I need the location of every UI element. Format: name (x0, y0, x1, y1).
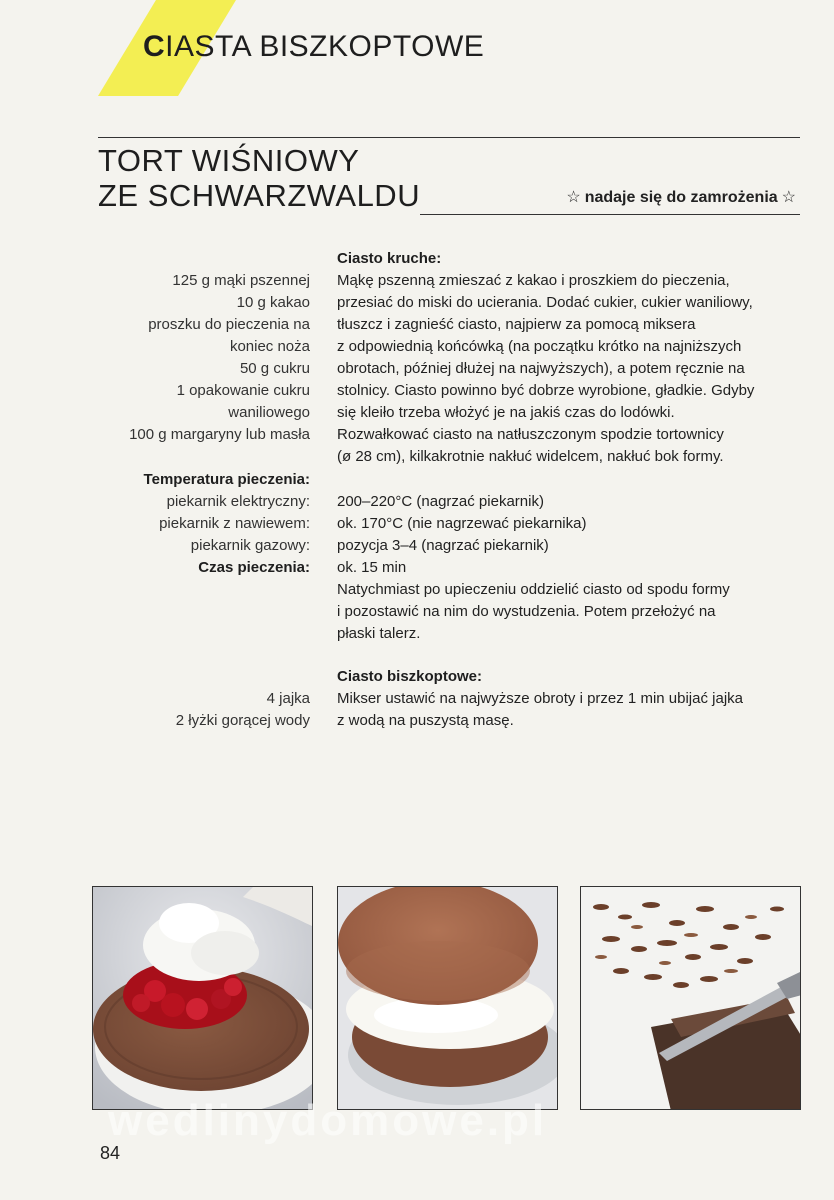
ingredient-item: 4 jajka (266, 690, 310, 707)
recipe-title (98, 143, 420, 213)
method-line: przesiać do miski do ucierania. Dodać cukier, cukier waniliowy, (337, 294, 753, 311)
freeze-note (562, 187, 800, 207)
star-icon: ☆ (566, 189, 581, 206)
section-title-initial: C (143, 30, 166, 63)
temperature-heading: Temperatura pieczenia: (143, 471, 310, 488)
method-line: obrotach, później dłużej na najwyższych), a potem ręcznie na (337, 360, 745, 377)
method-line: i pozostawić na nim do wystudzenia. Potem przełożyć na (337, 603, 716, 620)
gas-oven-label: piekarnik gazowy: (190, 537, 310, 554)
ingredient-item: waniliowego (228, 404, 310, 421)
method-line: Natychmiast po upieczeniu oddzielić ciasto od spodu formy (337, 581, 730, 598)
photo-cherries-and-cream (92, 886, 313, 1110)
electric-oven-value: 200–220°C (nagrzać piekarnik) (337, 493, 544, 510)
baking-time-value: ok. 15 min (337, 559, 407, 576)
ingredient-item: 50 g cukru (239, 360, 310, 377)
method-line: z odpowiednią końcówką (na początku krótko na najniższych (337, 338, 742, 355)
ingredient-item: proszku do pieczenia na (148, 316, 310, 333)
method-line: płaski talerz. (337, 625, 421, 642)
freeze-note-text: nadaje się do zamrożenia (584, 189, 778, 206)
section-title-rest: IASTA BISZKOPTOWE (165, 30, 485, 63)
sponge-heading: Ciasto biszkoptowe: (337, 668, 483, 685)
photo-chocolate-shavings (580, 886, 801, 1110)
fan-oven-value: ok. 170°C (nie nagrzewać piekarnika) (337, 515, 587, 532)
dough-heading: Ciasto kruche: (337, 250, 442, 267)
watermark: wedlinydomowe.pl (108, 1096, 548, 1145)
gas-oven-value: pozycja 3–4 (nagrzać piekarnik) (337, 537, 549, 554)
ingredient-item: 125 g mąki pszennej (172, 272, 310, 289)
ingredients-dough-list (100, 270, 310, 446)
method-line: Mikser ustawić na najwyższe obroty i przez 1 min ubijać jajka (337, 690, 743, 707)
page-number: 84 (100, 1143, 121, 1163)
sponge-method (337, 666, 807, 732)
ingredient-item: koniec noża (229, 338, 310, 355)
method-line: tłuszcz i zagnieść ciasto, najpierw za pomocą miksera (337, 316, 696, 333)
star-icon: ☆ (781, 189, 796, 206)
section-title (143, 30, 484, 64)
method-line: z wodą na puszystą masę. (337, 712, 514, 729)
electric-oven-label: piekarnik elektryczny: (166, 493, 310, 510)
dough-method (337, 248, 807, 468)
ingredient-item: 100 g margaryny lub masła (129, 426, 310, 443)
recipe-title-line1: TORT WIŚNIOWY (98, 143, 360, 178)
method-line: stolnicy. Ciasto powinno być dobrze wyrobione, gładkie. Gdyby (337, 382, 755, 399)
baking-values (337, 491, 807, 645)
method-line: (ø 28 cm), kilkakrotnie nakłuć widelcem, nakłuć bok formy. (337, 448, 724, 465)
baking-time-heading: Czas pieczenia: (198, 559, 310, 576)
ingredient-item: 10 g kakao (236, 294, 310, 311)
ingredient-item: 1 opakowanie cukru (176, 382, 310, 399)
recipe-title-line2: ZE SCHWARZWALDU (98, 178, 421, 213)
title-divider (420, 214, 800, 215)
method-line: Mąkę pszenną zmieszać z kakao i proszkiem do pieczenia, (337, 272, 730, 289)
ingredients-sponge-list (100, 688, 310, 732)
method-line: Rozwałkować ciasto na natłuszczonym spodzie tortownicy (337, 426, 724, 443)
method-line: się kleiło trzeba włożyć je na jakiś czas do lodówki. (337, 404, 675, 421)
ingredient-item: 2 łyżki gorącej wody (175, 712, 310, 729)
baking-labels (100, 469, 310, 579)
photo-sponge-layer (337, 886, 558, 1110)
top-divider (98, 137, 800, 138)
fan-oven-label: piekarnik z nawiewem: (159, 515, 310, 532)
